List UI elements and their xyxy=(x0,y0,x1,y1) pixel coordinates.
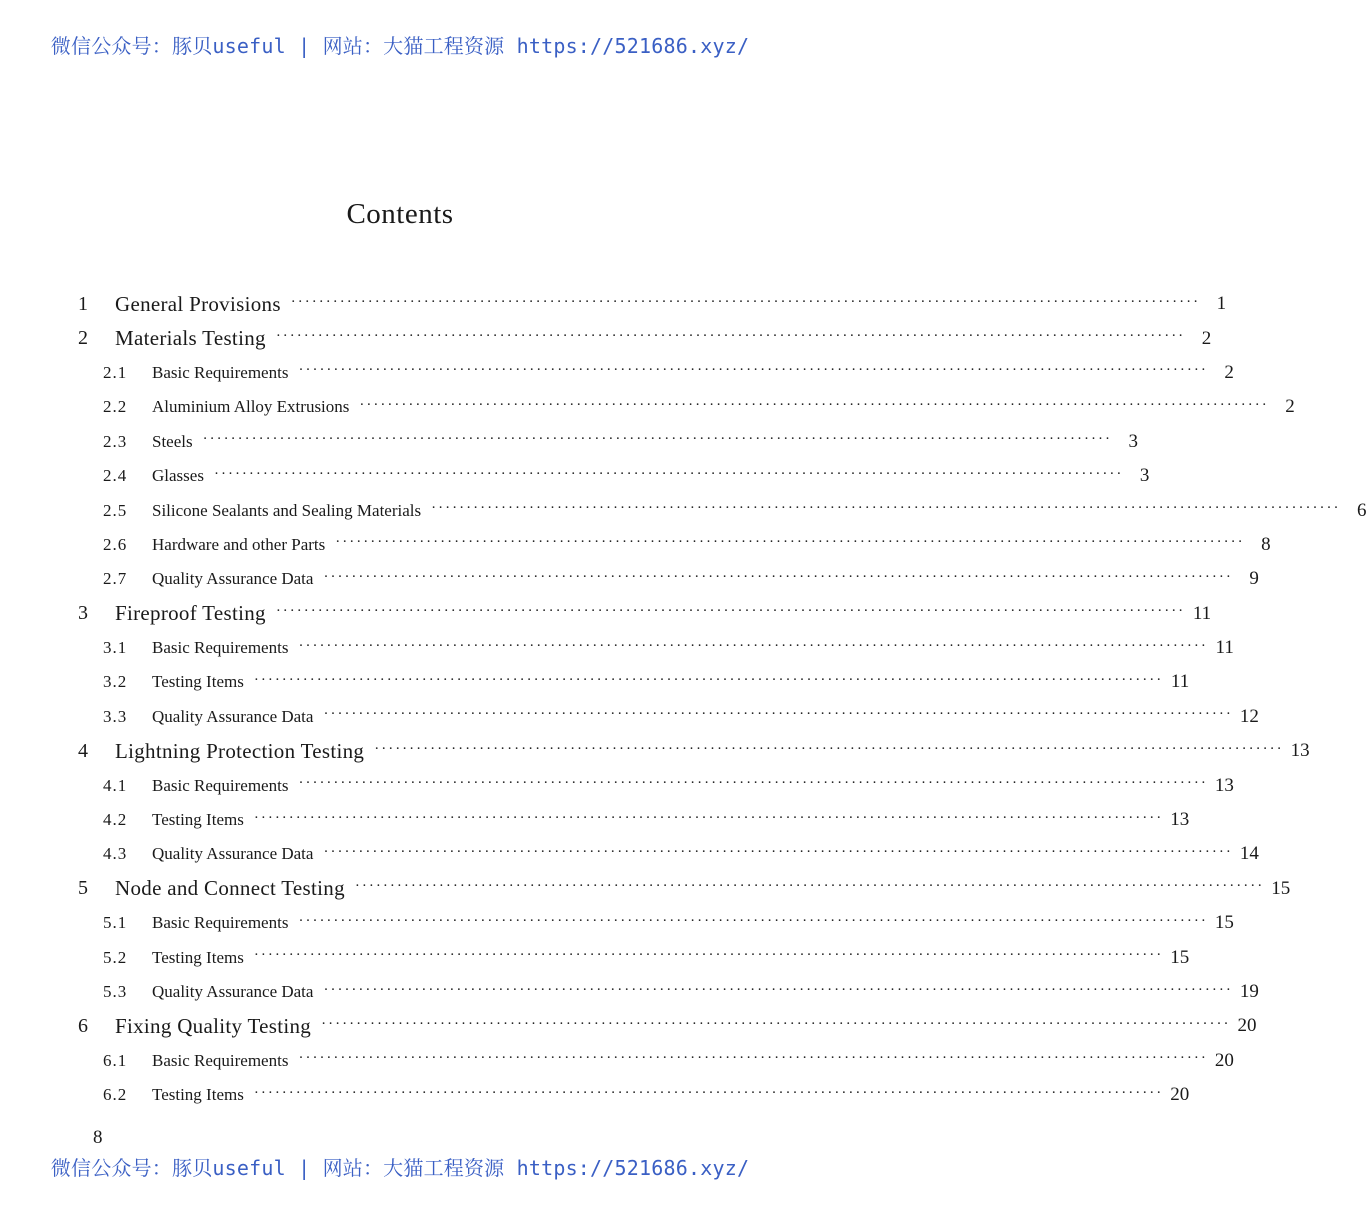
toc-entry-page: 1 xyxy=(1216,293,1227,315)
dot-leader: ·································································································································· xyxy=(298,1050,1208,1067)
dot-leader: ·································································································································· xyxy=(431,500,1341,517)
toc-entry-number: 4.2 xyxy=(103,810,128,830)
toc-entry-number: 6.1 xyxy=(103,1050,128,1070)
toc-entry-number: 5 xyxy=(78,877,88,900)
dot-leader: ·································································································································· xyxy=(253,1084,1164,1101)
dot-leader: ·································································································································· xyxy=(321,1015,1231,1032)
toc-section-entry xyxy=(78,562,1259,596)
toc-entry-page: 14 xyxy=(1239,843,1259,865)
toc-entry-title: Basic Requirements xyxy=(152,775,289,795)
toc-entry-number: 2.3 xyxy=(103,431,128,451)
toc-entry-number: 2.5 xyxy=(103,500,128,520)
toc-entry-number: 3 xyxy=(78,602,88,625)
toc-entry-title: Hardware and other Parts xyxy=(152,534,326,554)
toc-entry-title: Lightning Protection Testing xyxy=(115,738,365,763)
toc-section-entry xyxy=(78,459,1150,493)
toc-section-entry xyxy=(78,390,1295,424)
toc-entry-title: Silicone Sealants and Sealing Materials xyxy=(152,500,422,520)
toc-chapter-entry xyxy=(78,597,1212,631)
toc-entry-title: Testing Items xyxy=(152,947,244,967)
toc-entry-number: 4.3 xyxy=(103,844,128,864)
toc-entry-page: 15 xyxy=(1214,912,1234,934)
toc-entry-page: 9 xyxy=(1249,568,1259,590)
toc-chapter-entry xyxy=(78,287,1227,321)
toc-entry-page: 15 xyxy=(1271,877,1291,899)
dot-leader: ·································································································································· xyxy=(374,740,1284,757)
toc-entry-page: 20 xyxy=(1170,1084,1190,1106)
page-number: 8 xyxy=(93,1127,103,1148)
toc-entry-page: 8 xyxy=(1261,533,1271,555)
toc-section-entry xyxy=(78,356,1234,390)
page-title: Contents xyxy=(346,198,454,230)
toc-entry-number: 2 xyxy=(78,327,88,350)
dot-leader: ·································································································································· xyxy=(298,912,1208,929)
toc-entry-title: Quality Assurance Data xyxy=(152,706,314,726)
toc-section-entry xyxy=(78,528,1271,562)
toc-entry-title: Quality Assurance Data xyxy=(152,982,314,1001)
toc-section-entry xyxy=(78,631,1234,665)
toc-entry-page: 2 xyxy=(1201,327,1212,349)
toc-entry-title: Testing Items xyxy=(152,810,244,830)
toc-entry-title: Basic Requirements xyxy=(152,1050,289,1070)
toc-chapter-entry xyxy=(78,1009,1257,1043)
toc-section-entry xyxy=(78,837,1259,871)
toc-entry-number: 5.1 xyxy=(103,913,128,933)
toc-entry-title: Basic Requirements xyxy=(152,362,289,382)
toc-entry-title: Testing Items xyxy=(152,1085,244,1105)
toc-section-entry xyxy=(78,906,1234,940)
toc-entry-title: Basic Requirements xyxy=(152,913,289,933)
toc-entry-number: 2.1 xyxy=(103,362,128,382)
dot-leader: ·································································································································· xyxy=(354,878,1265,895)
toc-entry-title: Glasses xyxy=(152,466,204,486)
toc-entry-number: 6 xyxy=(78,1014,88,1037)
toc-section-entry xyxy=(78,1044,1234,1078)
toc-entry-page: 2 xyxy=(1224,361,1234,383)
toc-entry-page: 11 xyxy=(1192,602,1212,624)
table-of-contents xyxy=(78,287,1366,1112)
toc-chapter-entry xyxy=(78,734,1310,768)
toc-entry-title: Quality Assurance Data xyxy=(152,844,314,864)
dot-leader: ·································································································································· xyxy=(298,775,1208,792)
toc-entry-number: 3.3 xyxy=(103,706,128,726)
toc-entry-number: 6.2 xyxy=(103,1085,128,1105)
toc-chapter-entry xyxy=(78,321,1212,355)
toc-entry-page: 11 xyxy=(1170,671,1190,693)
toc-section-entry xyxy=(78,1078,1190,1112)
toc-section-entry xyxy=(78,940,1190,974)
toc-entry-number: 2.2 xyxy=(103,397,128,417)
dot-leader: ·································································································································· xyxy=(275,328,1186,345)
toc-entry-number: 4 xyxy=(78,739,88,762)
toc-entry-number: 2.4 xyxy=(103,466,128,486)
toc-entry-page: 13 xyxy=(1214,774,1234,796)
toc-section-entry xyxy=(78,768,1234,802)
dot-leader: ·································································································································· xyxy=(253,671,1164,688)
toc-section-entry xyxy=(78,665,1190,699)
toc-section-entry xyxy=(78,700,1259,734)
toc-entry-title: Aluminium Alloy Extrusions xyxy=(152,397,350,417)
dot-leader: ·································································································································· xyxy=(298,637,1208,654)
toc-entry-page: 12 xyxy=(1239,705,1259,727)
toc-entry-page: 13 xyxy=(1170,809,1190,831)
toc-section-entry xyxy=(78,803,1190,837)
dot-leader: ·································································································································· xyxy=(323,706,1233,723)
toc-entry-page: 20 xyxy=(1214,1049,1234,1071)
toc-chapter-entry xyxy=(78,872,1291,906)
toc-entry-page: 11 xyxy=(1215,637,1234,659)
watermark-top: 微信公众号：豚贝useful | 网站：大猫工程资源 https://521686.xyz/ xyxy=(50,34,750,58)
toc-entry-number: 2.6 xyxy=(103,534,128,554)
toc-entry-page: 2 xyxy=(1285,396,1295,418)
toc-entry-number: 4.1 xyxy=(103,775,128,795)
toc-entry-title: Quality Assurance Data xyxy=(152,569,314,589)
toc-entry-title: Testing Items xyxy=(152,672,244,692)
toc-section-entry xyxy=(78,425,1138,459)
toc-entry-page: 3 xyxy=(1128,430,1138,452)
toc-entry-title: Basic Requirements xyxy=(152,638,289,658)
dot-leader: ·································································································································· xyxy=(298,362,1208,379)
toc-entry-number: 3.1 xyxy=(103,638,128,658)
dot-leader: ·································································································································· xyxy=(359,396,1269,413)
dot-leader: ·································································································································· xyxy=(202,431,1112,448)
toc-entry-page: 13 xyxy=(1290,740,1310,762)
toc-entry-title: Fixing Quality Testing xyxy=(115,1013,312,1038)
dot-leader: ·································································································································· xyxy=(275,603,1186,620)
toc-entry-page: 15 xyxy=(1170,946,1190,968)
toc-entry-title: General Provisions xyxy=(115,291,281,316)
dot-leader: ·································································································································· xyxy=(323,981,1233,998)
dot-leader: ·································································································································· xyxy=(253,809,1164,826)
dot-leader: ·································································································································· xyxy=(253,947,1164,964)
toc-entry-page: 3 xyxy=(1139,465,1150,487)
toc-entry-title: Fireproof Testing xyxy=(115,601,266,626)
toc-entry-number: 2.7 xyxy=(103,569,128,589)
toc-entry-page: 6 xyxy=(1356,499,1366,521)
toc-entry-title: Materials Testing xyxy=(115,326,266,351)
watermark-bottom: 微信公众号：豚贝useful | 网站：大猫工程资源 https://521686.xyz/ xyxy=(50,1156,750,1180)
toc-entry-title: Node and Connect Testing xyxy=(115,876,345,901)
dot-leader: ·································································································································· xyxy=(335,534,1245,551)
toc-entry-number: 3.2 xyxy=(103,672,128,692)
dot-leader: ·································································································································· xyxy=(290,293,1201,310)
toc-entry-page: 20 xyxy=(1237,1015,1257,1037)
toc-entry-number: 5.2 xyxy=(103,947,128,967)
toc-entry-number: 1 xyxy=(78,292,88,315)
toc-entry-title: Steels xyxy=(152,431,193,451)
toc-entry-page: 19 xyxy=(1239,981,1259,1002)
toc-section-entry xyxy=(78,975,1259,1009)
dot-leader: ·································································································································· xyxy=(323,568,1233,585)
toc-entry-number: 5.3 xyxy=(103,982,128,1001)
dot-leader: ·································································································································· xyxy=(323,843,1233,860)
dot-leader: ·································································································································· xyxy=(213,465,1124,482)
toc-section-entry xyxy=(78,493,1366,527)
